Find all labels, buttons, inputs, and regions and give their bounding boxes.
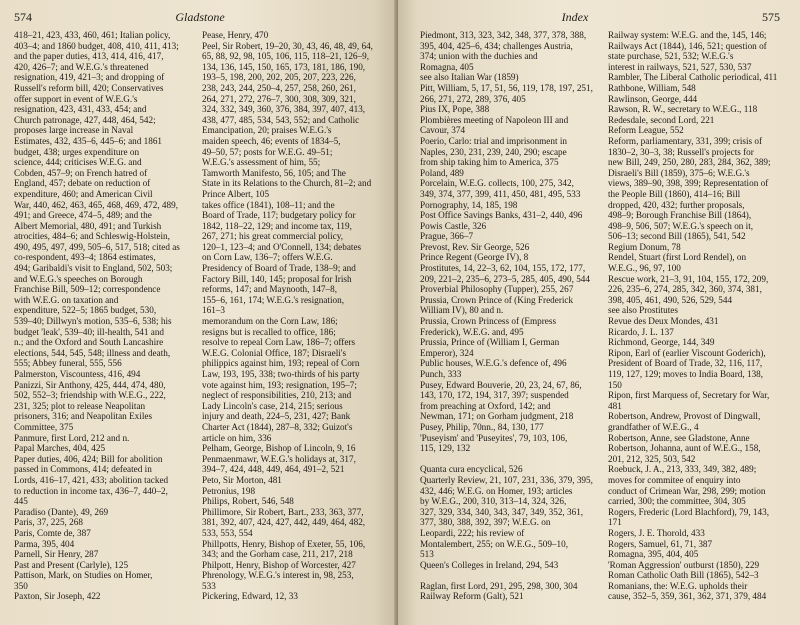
index-line: W.E.G.'s assessment of him, 55;	[202, 157, 321, 168]
index-line: Roman Catholic Oath Bill (1865), 542–3	[608, 570, 759, 581]
index-line: Phillpotts, Henry, Bishop of Exeter, 55, 106,	[202, 538, 366, 549]
running-head: Gladstone	[175, 10, 225, 24]
index-line: Raglan, first Lord, 291, 295, 298, 300, 304	[420, 580, 578, 591]
index-line: Poerio, Carlo: trial and imprisonment in	[420, 135, 567, 146]
index-line: Prussia, Crown Prince of (King Frederick	[420, 294, 574, 305]
index-line: grandfather of W.E.G., 4	[608, 421, 699, 432]
index-line: Ripon, Earl of (earlier Viscount Goderich),	[608, 347, 766, 358]
index-line: Ripon, first Marquess of, Secretary for War,	[608, 390, 770, 401]
index-line: 171	[608, 517, 622, 528]
index-line: Post Office Savings Banks, 431–2, 440, 496	[420, 210, 583, 221]
index-line: Romagna, 405	[420, 61, 474, 72]
index-line: Leopardi, 222; his review of	[420, 527, 525, 538]
index-line: Phrenology, W.E.G.'s interest in, 98, 253,	[202, 570, 354, 581]
index-line: Franchise Bill, 509–12; correspondence	[14, 284, 161, 295]
index-line: Paris, 37, 225, 268	[14, 517, 83, 528]
index-line: Poland, 489	[420, 167, 464, 178]
index-line: Russell's reform bill, 420; Conservatives	[14, 82, 164, 93]
index-line: science, 444; criticises W.E.G. and	[14, 157, 142, 168]
index-line: from ship taking him to America, 375	[420, 157, 559, 168]
index-line: and W.E.G.'s speeches on Borough	[14, 273, 143, 284]
index-line: Railway Reform (Galt), 521	[420, 591, 524, 602]
index-line: elections, 544, 545, 548; illness and death,	[14, 347, 171, 358]
index-line: 150	[608, 379, 622, 390]
index-line: 533	[202, 580, 216, 591]
running-head: Index	[561, 10, 589, 24]
index-line: 502, 552–3; friendship with W.E.G., 222,	[14, 390, 166, 401]
index-line: budget 'leak', 539–40; ill-health, 541 and	[14, 326, 165, 337]
index-line: 539–40; Dillwyn's motion, 535–6, 538; his	[14, 316, 172, 327]
index-line: 'Roman Aggression' outburst (1850), 229	[608, 559, 760, 570]
index-line: by W.E.G., 200, 310, 313–14, 324, 326,	[420, 496, 567, 507]
index-line: resolve to repeal Corn Law, 186–7; offers	[202, 337, 356, 348]
index-line: Richmond, George, 144, 349	[608, 337, 715, 348]
index-line: Rambler, The Liberal Catholic periodical, 411	[608, 72, 778, 83]
index-line: Phillimore, Sir Robert, Bart., 233, 363, 377,	[202, 506, 364, 517]
index-line: Board of Trade, 117; budgetary policy for	[202, 210, 356, 221]
index-line: 193–5, 198, 200, 202, 205, 207, 223, 226,	[202, 72, 356, 83]
index-line: Romanians, the: W.E.G. upholds their	[608, 580, 748, 591]
index-line: Past and Present (Carlyle), 125	[14, 559, 129, 570]
index-line: Petronius, 198	[202, 485, 256, 496]
index-line: Queen's Colleges in Ireland, 294, 543	[420, 559, 559, 570]
index-line: W.E.G. Colonial Office, 187; Disraeli's	[202, 347, 347, 358]
index-line: Pickering, Edward, 12, 33	[202, 591, 298, 602]
index-line: prisoners, 316; and Neapolitan Exiles	[14, 411, 153, 422]
index-line: interest in railways, 521, 527, 530, 537	[608, 61, 752, 72]
index-line: 349, 374, 377, 399, 411, 450, 481, 495, 533	[420, 188, 581, 199]
index-line: memorandum on the Corn Law, 186;	[202, 316, 338, 327]
index-line: 'Puseyism' and 'Puseyites', 79, 103, 106,	[420, 432, 568, 443]
index-line: with W.E.G. on taxation and	[14, 294, 119, 305]
index-line: Public houses, W.E.G.'s defence of, 496	[420, 358, 567, 369]
index-line: 238, 243, 244, 250–4, 257, 258, 260, 261,	[202, 82, 356, 93]
index-line: Papal Marches, 404, 425	[14, 443, 106, 454]
index-line: 1830–2, 30–3, 38; Russell's projects for	[608, 146, 754, 157]
index-line: n.; and the Oxford and South Lancashire	[14, 337, 164, 348]
index-line: see also Prostitutes	[608, 305, 678, 316]
index-line: 327, 329, 334, 340, 343, 347, 349, 352, 361,	[420, 506, 584, 517]
index-line: Lords, 416–17, 421, 433; abolition tacked	[14, 474, 169, 485]
index-line: offer support in event of W.E.G.'s	[14, 93, 138, 104]
index-column-3	[420, 30, 602, 602]
index-line: Quarterly Review, 21, 107, 231, 336, 379, 395,	[420, 474, 593, 485]
index-line: 231, 325; plot to release Neapolitan	[14, 400, 146, 411]
index-line: conduct of Crimean War, 298, 299; motion	[608, 485, 766, 496]
page-number: 575	[762, 10, 780, 24]
index-line: 398, 405, 461, 490, 526, 529, 544	[608, 294, 733, 305]
index-line: Paris, Comte de, 387	[14, 527, 91, 538]
left-page	[0, 0, 398, 625]
index-line: 490, 495, 497, 499, 505–6, 517, 518; cited as	[14, 241, 180, 252]
index-line: article on him, 336	[202, 432, 272, 443]
index-line: 209, 221–2, 235–6, 273–5, 285, 405, 490, 544	[420, 273, 590, 284]
index-line	[420, 454, 602, 465]
index-line: Presidency of Board of Trade, 138–9; and	[202, 263, 356, 274]
index-column-2	[202, 30, 390, 602]
index-line: 115, 129, 132	[420, 443, 471, 454]
index-line: Revue des Deux Mondes, 431	[608, 316, 719, 327]
index-line: Prussia, Prince of (William I, German	[420, 337, 560, 348]
index-line: Naples, 230, 231, 239, 240, 290; escape	[420, 146, 567, 157]
left-columns	[14, 30, 390, 602]
index-line: Powis Castle, 326	[420, 220, 487, 231]
index-line: 143, 170, 172, 194, 317, 397; suspended	[420, 390, 569, 401]
index-line: Pelham, George, Bishop of Lincoln, 9, 16	[202, 443, 356, 454]
index-line: 381, 392, 407, 424, 427, 442, 449, 464, 482,	[202, 517, 366, 528]
index-line: Philpott, Henry, Bishop of Worcester, 427	[202, 559, 356, 570]
index-line: 120–1, 123–4; and O'Connell, 134; debates	[202, 241, 362, 252]
index-line: Pitt, William, 5, 17, 51, 56, 119, 178, 197, 251,	[420, 82, 593, 93]
index-line: 498–9; Borough Franchise Bill (1864),	[608, 210, 752, 221]
index-line: 161–3	[202, 305, 225, 316]
index-line: philippics against him, 193; repeal of Corn	[202, 358, 360, 369]
index-line: Church patronage, 427, 448, 464, 542;	[14, 114, 156, 125]
index-line: Punch, 333	[420, 369, 462, 379]
index-line: Reform, parliamentary, 331, 399; crisis of	[608, 135, 763, 146]
index-line: Prague, 366–7	[420, 231, 474, 242]
index-line: Prevost, Rev. Sir George, 526	[420, 241, 530, 252]
index-line: Regium Donum, 78	[608, 241, 681, 252]
index-line: 420, 426–7; and W.E.G.'s threatened	[14, 61, 149, 72]
index-line: 555; Abbey funeral, 555, 556	[14, 358, 122, 369]
index-line: carried, 300; the committee, 304, 305	[608, 496, 746, 507]
index-line: expenditure, 460; and American Civil	[14, 188, 153, 199]
index-line	[420, 570, 602, 581]
index-line: 324, 332, 349, 360, 376, 384, 397, 407, 413,	[202, 104, 366, 115]
index-line: new Bill, 249, 250, 280, 283, 284, 362, 389;	[608, 157, 771, 168]
index-line: co-respondent, 493–4; 1864 estimates,	[14, 252, 156, 263]
index-line: Law, 193, 195, 338; two-thirds of his party	[202, 369, 360, 379]
index-line: takes office (1841), 108–11; and the	[202, 199, 335, 210]
index-line: Pius IX, Pope, 388	[420, 104, 490, 115]
index-line: 65, 88, 92, 98, 105, 106, 115, 118–21, 126–9,	[202, 51, 369, 62]
index-line: resigns but is recalled to office, 186;	[202, 326, 336, 337]
index-line: Cavour, 374	[420, 125, 466, 136]
index-line: 266, 271, 272, 289, 376, 405	[420, 93, 526, 104]
index-line: Pattison, Mark, on Studies on Homer,	[14, 570, 153, 581]
index-line: Factory Bill, 140, 145; proposal for Irish	[202, 273, 352, 284]
index-line: Newman, 171; on Gorham judgment, 218	[420, 411, 574, 422]
index-line: Romagna, 395, 404, 405	[608, 549, 699, 560]
index-line: 491; and Greece, 474–5, 489; and the	[14, 210, 152, 221]
index-line: Charter Act (1844), 287–8, 332; Guizot's	[202, 421, 353, 432]
index-line: Railway system: W.E.G. and the, 145, 146;	[608, 30, 767, 40]
index-line: Rendel, Stuart (first Lord Rendel), on	[608, 252, 747, 263]
index-line: Penmaenmawr, W.E.G.'s holidays at, 317,	[202, 453, 356, 464]
index-line: Paper duties, 406, 424; Bill for abolition	[14, 453, 163, 464]
index-line: 201, 212, 325, 503, 542	[608, 453, 696, 464]
index-line: Tamworth Manifesto, 56, 105; and The	[202, 167, 346, 178]
index-line: Robertson, Johanna, aunt of W.E.G., 158,	[608, 443, 761, 454]
index-line: Paradiso (Dante), 49, 269	[14, 506, 109, 517]
index-line: 506–13; second Bill (1865), 541, 542	[608, 231, 746, 242]
index-line: Rawson, R. W., secretary to W.E.G., 118	[608, 104, 758, 115]
right-columns	[420, 30, 794, 602]
index-line: Prince Regent (George IV), 8	[420, 252, 529, 263]
index-line: 498–9, 506, 507; W.E.G.'s speech on it,	[608, 220, 754, 231]
index-line: moves for commitee of enquiry into	[608, 474, 741, 485]
index-line: Parnell, Sir Henry, 287	[14, 549, 99, 560]
index-line: Redesdale, second Lord, 221	[608, 114, 715, 125]
index-line: 377, 380, 388, 392, 397; W.E.G. on	[420, 517, 551, 528]
index-line: Roebuck, J. A., 213, 333, 349, 382, 489;	[608, 464, 757, 475]
index-line: William IV), 80 and n.	[420, 305, 504, 316]
index-line: W.E.G., 96, 97, 100	[608, 263, 681, 274]
index-line: views, 389–90, 398, 399; Representation of	[608, 178, 769, 189]
index-line: Rogers, Samuel, 61, 71, 387	[608, 538, 713, 549]
index-line: Pease, Henry, 470	[202, 30, 269, 40]
index-line: resignation, 423, 431, 433, 454; and	[14, 104, 147, 115]
index-line: Piedmont, 313, 323, 342, 348, 377, 378, 388,	[420, 30, 587, 40]
index-line: War, 440, 462, 463, 465, 468, 469, 472, 489,	[14, 199, 179, 210]
index-line: Pornography, 14, 185, 198	[420, 199, 518, 210]
index-line: Prussia, Crown Princess of (Empress	[420, 316, 557, 327]
index-line: proposes large increase in Naval	[14, 125, 134, 136]
index-column-4	[608, 30, 794, 602]
index-line: 432, 446; W.E.G. on Homer, 193; articles	[420, 485, 573, 496]
index-line: 395, 404, 425–6, 434; challenges Austria,	[420, 40, 573, 51]
index-line: Quanta cura encyclical, 526	[420, 464, 523, 475]
index-line: Rathbone, William, 548	[608, 82, 696, 93]
index-line: Panizzi, Sir Anthony, 425, 444, 474, 480,	[14, 379, 166, 390]
index-line: 533, 553, 554	[202, 527, 253, 538]
index-line: 155–6, 161, 174; W.E.G.'s resignation,	[202, 294, 345, 305]
index-line: Pusey, Philip, 70nn., 84, 130, 177	[420, 421, 544, 432]
index-line: Albert Memorial, 480, 491; and Turkish	[14, 220, 162, 231]
index-line: on Corn Law, 136–7; offers W.E.G.	[202, 252, 333, 263]
index-line: Rogers, Frederic (Lord Blachford), 79, 143,	[608, 506, 769, 517]
index-line: 494; Garibaldi's visit to England, 502, 503;	[14, 263, 173, 274]
index-line: Pusey, Edward Bouverie, 20, 23, 24, 67, 86,	[420, 379, 582, 390]
index-line: 374; union with the duchies and	[420, 51, 538, 62]
right-page	[398, 0, 800, 625]
index-line: Prostitutes, 14, 22–3, 62, 104, 155, 172, 177,	[420, 263, 586, 274]
index-line: Parma, 395, 404	[14, 538, 75, 549]
page-number: 574	[14, 10, 32, 24]
index-line: Disraeli's Bill (1859), 375–6; W.E.G.'s	[608, 167, 750, 178]
index-line: injury and death, 224–5, 231, 427; Bank	[202, 411, 351, 422]
index-line: Peel, Sir Robert, 19–20, 30, 43, 46, 48, 49, 64,	[202, 40, 373, 51]
index-line: 438, 477, 485, 534, 543, 552; and Catholic	[202, 114, 360, 125]
index-line: budget, 438; urges expenditure on	[14, 146, 140, 157]
index-line: resignation, 419, 421–3; and dropping of	[14, 72, 165, 83]
index-line: Frederick), W.E.G. and, 495	[420, 326, 524, 337]
index-line: State in its Relations to the Church, 81–2; and	[202, 178, 372, 189]
index-line: Reform League, 552	[608, 125, 684, 136]
index-line: see also Italian War (1859)	[420, 72, 519, 83]
index-line: the People Bill (1860), 414–16; Bill	[608, 188, 741, 199]
index-line: Estimates, 432, 435–6, 445–6; and 1861	[14, 135, 163, 146]
index-line: passed in Commons, 414; defeated in	[14, 464, 152, 475]
index-line: England, 457; debate on reduction of	[14, 178, 151, 189]
index-line: Peto, Sir Morton, 481	[202, 474, 282, 485]
index-column-1	[14, 30, 196, 602]
index-line: maiden speech, 46; events of 1834–5,	[202, 135, 341, 146]
index-line: Rescue work, 21–3, 91, 104, 155, 172, 209,	[608, 273, 769, 284]
index-line: Emancipation, 20; praises W.E.G.'s	[202, 125, 332, 136]
index-line: 445	[14, 496, 28, 507]
index-line: President of Board of Trade, 32, 116, 117,	[608, 358, 763, 369]
index-line: Cobden, 457–9; on French hatred of	[14, 167, 148, 178]
index-line: state purchase, 521, 532; W.E.G.'s	[608, 51, 734, 62]
index-line: 264, 271, 272, 276–7, 300, 308, 309, 321,	[202, 93, 356, 104]
index-line: 119, 127, 129; moves to India Board, 138,	[608, 369, 764, 379]
index-line: cause, 352–5, 359, 361, 362, 371, 379, 484	[608, 591, 767, 602]
index-line: 134, 136, 145, 150, 165, 173, 181, 186, 190,	[202, 61, 366, 72]
index-line: Lady Lincoln's case, 214, 215; serious	[202, 400, 343, 411]
index-line: 350	[14, 580, 28, 591]
index-line: Railways Act (1844), 146, 521; question of	[608, 40, 767, 51]
index-line: Rogers, J. E. Thorold, 433	[608, 527, 705, 538]
index-line: Rawlinson, George, 444	[608, 93, 698, 104]
index-line: 1842, 118–22, 129; and income tax, 119,	[202, 220, 352, 231]
index-line: 49–50, 57; posts for W.E.G. 49–51;	[202, 146, 333, 157]
index-line: Panmure, first Lord, 212 and n.	[14, 432, 130, 443]
index-line: Committee, 375	[14, 421, 74, 432]
index-line: 403–4; and 1860 budget, 408, 410, 411, 413;	[14, 40, 179, 51]
index-line: dropped, 420, 432; further proposals,	[608, 199, 745, 210]
index-line: 481	[608, 400, 622, 411]
index-line: vote against him, 193; resignation, 195–7;	[202, 379, 357, 390]
index-line: Paxton, Sir Joseph, 422	[14, 591, 101, 602]
index-line: 267, 271; his great commercial policy,	[202, 231, 344, 242]
index-line: from preaching at Oxford, 142; and	[420, 400, 551, 411]
index-line: Proverbial Philosophy (Tupper), 255, 267	[420, 284, 574, 295]
index-line: neglect of responsibilities, 210, 213; and	[202, 390, 352, 401]
index-line: Montalembert, 255; on W.E.G., 509–10,	[420, 538, 569, 549]
index-line: 418–21, 423, 433, 460, 461; Italian policy,	[14, 30, 171, 40]
index-line: Palmerston, Viscountess, 416, 494	[14, 369, 141, 379]
index-line: Robertson, Andrew, Provost of Dingwall,	[608, 411, 761, 422]
index-line: 226, 235–6, 274, 285, 342, 360, 374, 381,	[608, 284, 762, 295]
index-line: 513	[420, 549, 434, 560]
index-line: Emperor), 324	[420, 347, 474, 358]
index-line: 343; and the Gorham case, 211, 217, 218	[202, 549, 353, 560]
index-line: Ricardo, J. L. 137	[608, 326, 674, 337]
index-line: to reduction in income tax, 436–7, 440–2,	[14, 485, 168, 496]
index-line: Plombières meeting of Napoleon III and	[420, 114, 569, 125]
index-line: 394–7, 424, 448, 449, 464, 491–2, 521	[202, 464, 345, 475]
index-line: expenditure, 522–5; 1865 budget, 530,	[14, 305, 157, 316]
index-line: atrocities, 484–6; and Schleswig-Holstein,	[14, 231, 170, 242]
index-line: Philips, Robert, 546, 548	[202, 496, 294, 507]
index-line: Prince Albert, 105	[202, 188, 270, 199]
index-line: Robertson, Anne, see Gladstone, Anne	[608, 432, 750, 443]
index-line: reforms, 147; and Maynooth, 147–8,	[202, 284, 337, 295]
index-line: and the paper duties, 413, 414, 416, 417,	[14, 51, 164, 62]
index-line: Porcelain, W.E.G. collects, 100, 275, 342,	[420, 178, 574, 189]
